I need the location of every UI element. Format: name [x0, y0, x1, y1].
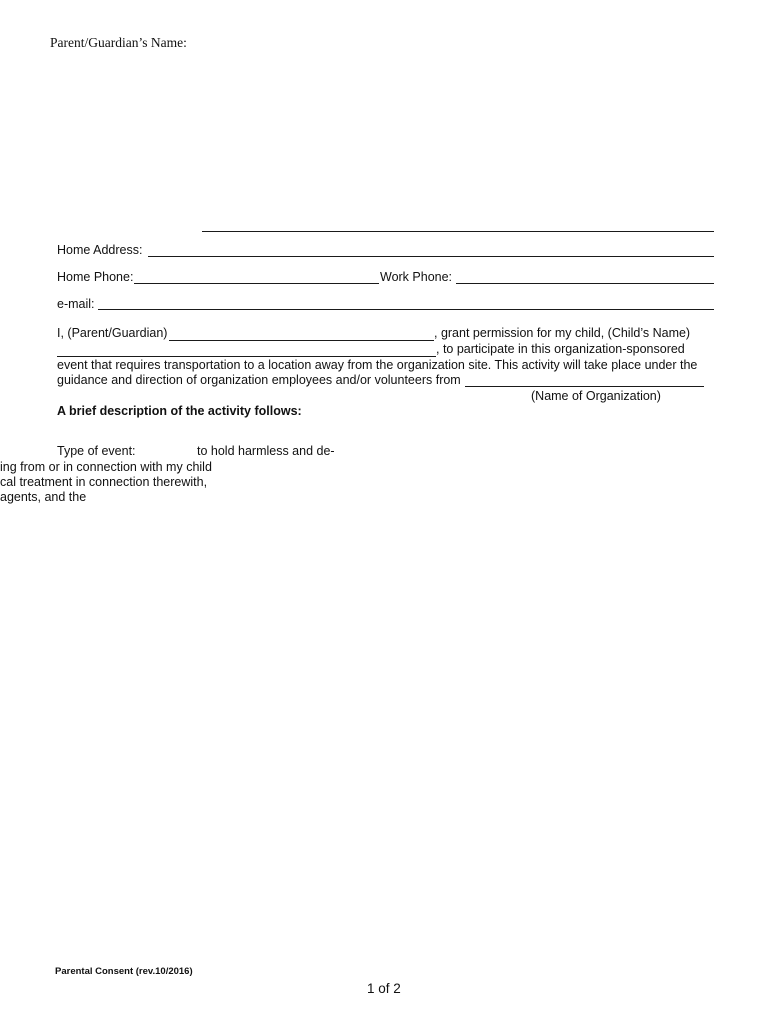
- page-number: 1 of 2: [367, 981, 401, 996]
- activity-heading: A brief description of the activity follows:: [57, 404, 302, 418]
- type-of-event-tail: to hold harmless and de-: [197, 444, 335, 458]
- work-phone-label: Work Phone:: [380, 270, 453, 284]
- home-address-field[interactable]: [148, 256, 714, 257]
- home-address-label: Home Address:: [57, 243, 143, 257]
- permission-line1-right: , grant permission for my child, (Child’s Name): [434, 326, 691, 340]
- email-label: e-mail:: [57, 297, 95, 311]
- permission-line4-left: guidance and direction of organization employees and/or volunteers from: [57, 373, 461, 387]
- guardian-name-label: Parent/Guardian’s Name:: [50, 35, 187, 50]
- permission-line2-right: , to participate in this organization-sponsored: [436, 342, 685, 356]
- home-phone-label: Home Phone:: [57, 270, 134, 284]
- child-name-field[interactable]: [57, 356, 436, 357]
- clipped-text-fragment-3: agents, and the: [0, 490, 87, 504]
- permission-line1-left: I, (Parent/Guardian): [57, 326, 168, 340]
- organization-name-field[interactable]: [465, 386, 704, 387]
- guardian-permission-field[interactable]: [169, 340, 434, 341]
- organization-caption: (Name of Organization): [531, 389, 661, 403]
- home-phone-field[interactable]: [134, 283, 379, 284]
- form-revision-label: Parental Consent (rev.10/2016): [55, 966, 193, 977]
- work-phone-field[interactable]: [456, 283, 714, 284]
- clipped-text-fragment-1: ing from or in connection with my child: [0, 460, 212, 474]
- type-of-event-label: Type of event:: [57, 444, 136, 458]
- email-field[interactable]: [98, 309, 714, 310]
- permission-line3: event that requires transportation to a location away from the organization site. This activity will take place under the: [57, 358, 698, 372]
- clipped-text-fragment-2: cal treatment in connection therewith,: [0, 475, 208, 489]
- guardian-name-line[interactable]: [202, 231, 714, 232]
